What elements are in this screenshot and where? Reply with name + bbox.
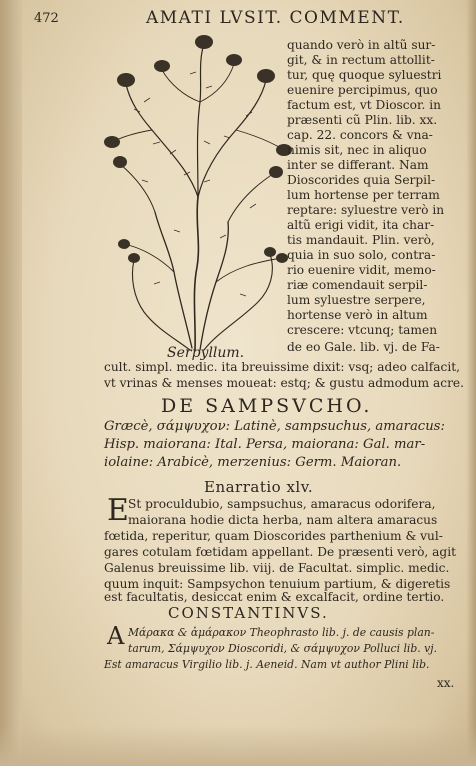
text-line: lum hortense per terram [287, 188, 440, 202]
quote-line: Μάρακα & ἀμάρακον Theophrasto lib. j. de causis plan- [128, 626, 435, 639]
text-line: fœtida, reperitur, quam Dioscorides parthenium & vul- [104, 529, 443, 543]
text-line: tis mandauit. Plin. verò, [287, 233, 435, 247]
text-line: reptare: syluestre verò in [287, 203, 445, 217]
text-line: lum syluestre serpere, [287, 293, 426, 307]
text-line: factum est, vt Dioscor. in [287, 98, 441, 112]
text-line: gares cotulam fœtidam appellant. De præsenti verò, agit [104, 545, 457, 559]
text-line: præsenti cũ Plin. lib. xx. [287, 113, 438, 127]
book-gutter [0, 0, 22, 766]
section-heading-de-sampsucho: DE SAMPSVCHO. [161, 395, 373, 417]
text-line: Galenus breuissime lib. viij. de Facultat. simplic. medic. [104, 561, 450, 575]
enarratio-heading: Enarratio xlv. [204, 478, 314, 496]
text-line: quando verò in altũ sur- [287, 38, 436, 52]
text-line: git, & in rectum attollit- [287, 53, 435, 67]
quote-line: Est amaracus Virgilio lib. j. Aeneid. Nam vt author Plini lib. [104, 658, 430, 671]
page-number: 472 [34, 11, 59, 26]
text-line: inter se differant. Nam [287, 158, 429, 172]
text-line: altũ erigi vidit, ita char- [287, 218, 435, 232]
figure-caption: Serpyllum. [167, 345, 245, 361]
text-line: hortense verò in altum [287, 308, 428, 322]
text-line: rio euenire vidit, memo- [287, 263, 436, 277]
text-line: crescere: vtcunq; tamen [287, 323, 438, 337]
drop-capital: A [107, 622, 125, 650]
quote-line: tarum, Σάμψυχον Dioscoridi, & σάμψυχον Polluci lib. vj. [128, 642, 438, 655]
text-line: euenire percipimus, quo [287, 83, 438, 97]
page-edge-shadow [466, 0, 476, 766]
gloss-line: Hisp. maiorana: Ital. Persa, maiorana: Gal. mar- [104, 437, 426, 452]
text-line: riæ comendauit serpil- [287, 278, 428, 292]
gloss-line: Græcè, σάμψυχον: Latinè, sampsuchus, amaracus: [104, 419, 445, 434]
section-heading-constantinus: CONSTANTINVS. [168, 604, 329, 622]
text-line: de eo Gale. lib. vj. de Fa- [287, 340, 440, 354]
gloss-line: iolaine: Arabicè, merzenius: Germ. Maioran. [104, 455, 402, 470]
text-line: Dioscorides quia Serpil- [287, 173, 436, 187]
text-line: nimis sit, nec in aliquo [287, 143, 427, 157]
drop-capital: E [107, 493, 129, 528]
text-line: quum inquit: Sampsychon tenuium partium, & digeretis [104, 577, 451, 591]
text-line: tur, quę quoque syluestri [287, 68, 442, 82]
text-line: est facultatis, desiccat enim & excalfacit, ordine tertio. [104, 590, 445, 604]
text-line: maiorana hodie dicta herba, nam altera amaracus [128, 513, 438, 527]
text-line: cult. simpl. medic. ita breuissime dixit: vsq; adeo calfacit, [104, 360, 461, 374]
page-bottom-shade [0, 726, 476, 766]
text-line: quia in suo solo, contra- [287, 248, 436, 262]
text-line: cap. 22. concors & vna- [287, 128, 433, 142]
serpyllum-woodcut-illustration [100, 32, 300, 352]
text-line: St proculdubio, sampsuchus, amaracus odorifera, [128, 497, 436, 511]
text-line: vt vrinas & menses moueat: estq; & gustu admodum acre. [104, 376, 464, 390]
running-title: AMATI LVSIT. COMMENT. [146, 8, 405, 28]
folio-signature: xx. [437, 676, 455, 690]
